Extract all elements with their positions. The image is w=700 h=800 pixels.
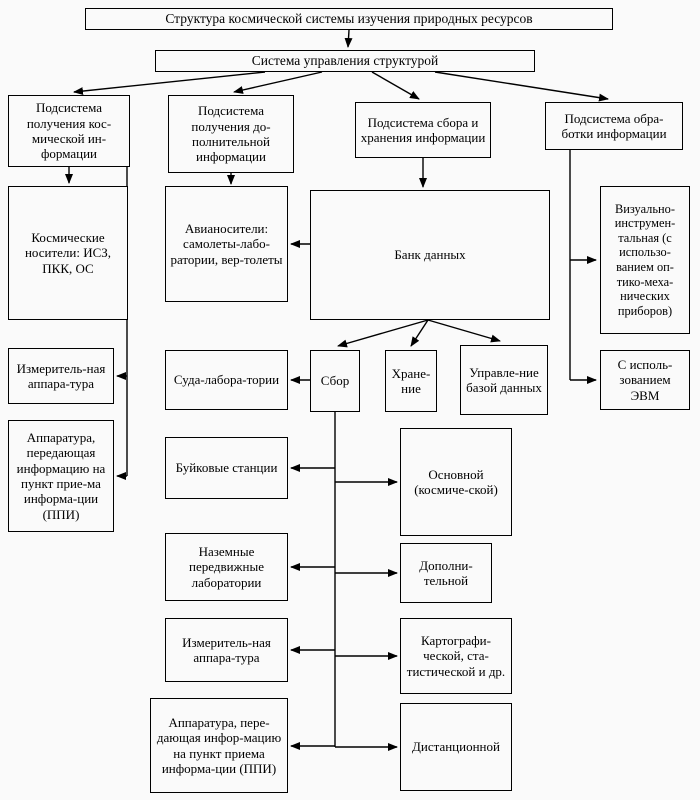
- node-visual-instrumental: Визуально-инструмен-тальная (с использо-ванием оп-тико-меха-нических приборов): [600, 186, 690, 334]
- node-sub-space-info: Подсистема получения кос-мической ин-формации: [8, 95, 130, 167]
- node-ground-mobile-labs: Наземные передвижные лаборатории: [165, 533, 288, 601]
- node-buoy-stations: Буйковые станции: [165, 437, 288, 499]
- node-info-basic-space: Основной (космиче-ской): [400, 428, 512, 536]
- node-sub-collection-storage: Подсистема сбора и хранения информации: [355, 102, 491, 158]
- node-measuring-equipment-1: Измеритель-ная аппара-тура: [8, 348, 114, 404]
- node-data-bank: Банк данных: [310, 190, 550, 320]
- node-root-title: Структура космической системы изучения природных ресурсов: [85, 8, 613, 30]
- node-control-system: Система управления структурой: [155, 50, 535, 72]
- node-space-carriers: Космические носители: ИСЗ, ПКК, ОС: [8, 186, 128, 320]
- node-sub-additional-info: Подсистема получения до-полнительной информации: [168, 95, 294, 173]
- node-air-carriers: Авианосители: самолеты-лабо-ратории, вер-толеты: [165, 186, 288, 302]
- node-transmit-equipment-2: Аппаратура, пере-дающая инфор-мацию на пункт приема информа-ции (ППИ): [150, 698, 288, 793]
- node-collection: Сбор: [310, 350, 360, 412]
- node-info-remote: Дистанционной: [400, 703, 512, 791]
- node-ship-labs: Суда-лабора-тории: [165, 350, 288, 410]
- node-computer-based: С исполь-зованием ЭВМ: [600, 350, 690, 410]
- node-database-management: Управле-ние базой данных: [460, 345, 548, 415]
- node-measuring-equipment-2: Измеритель-ная аппара-тура: [165, 618, 288, 682]
- node-transmit-equipment-1: Аппаратура, передающая информацию на пункт прие-ма информа-ции (ППИ): [8, 420, 114, 532]
- node-info-additional: Дополни-тельной: [400, 543, 492, 603]
- node-info-cartographic: Картографи-ческой, ста-тистической и др.: [400, 618, 512, 694]
- node-storage: Хране-ние: [385, 350, 437, 412]
- node-sub-processing: Подсистема обра-ботки информации: [545, 102, 683, 150]
